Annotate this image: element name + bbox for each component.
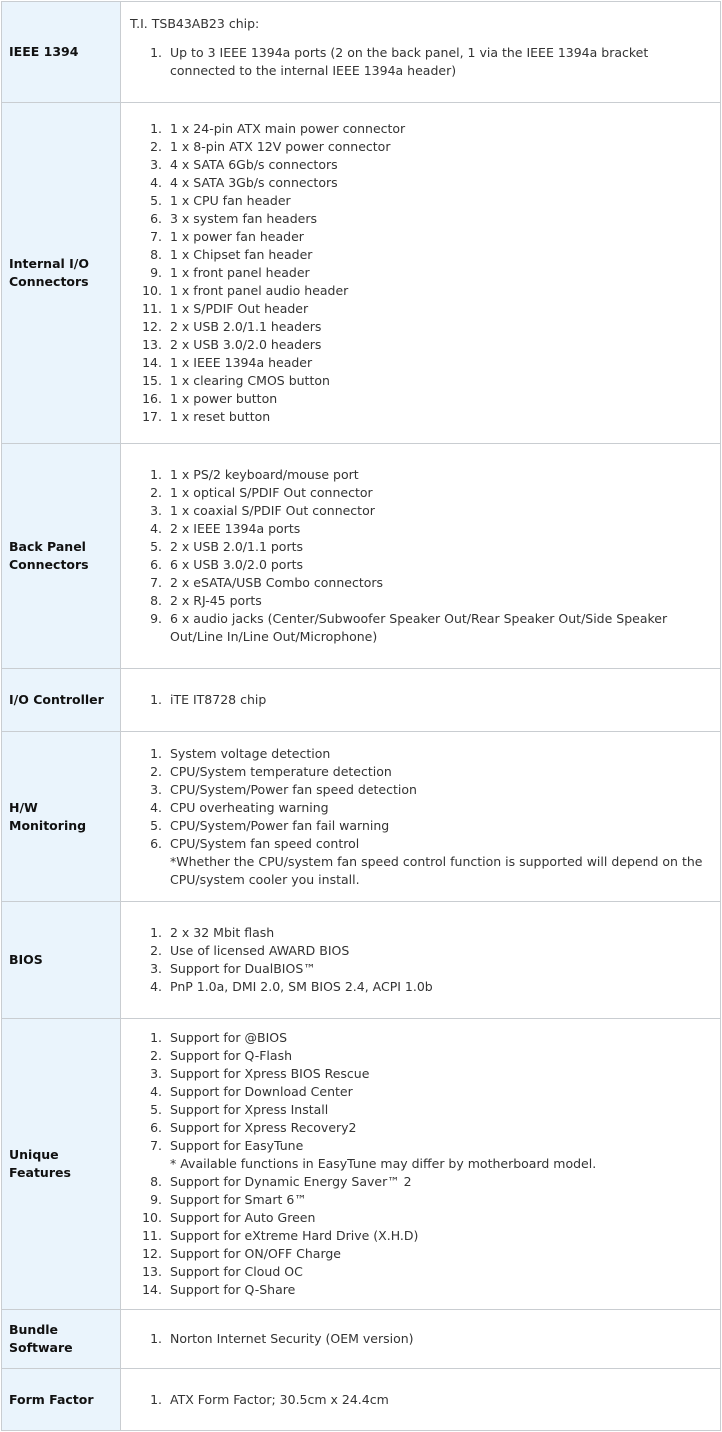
list-number: 9.	[150, 265, 162, 280]
list-item-text: 4 x SATA 3Gb/s connectors	[170, 175, 338, 190]
list-number: 3.	[150, 1066, 162, 1081]
list-item-text: Support for Q-Share	[170, 1282, 296, 1297]
list-number: 1.	[150, 1331, 162, 1346]
list-item-text: CPU/System fan speed control	[170, 835, 360, 851]
list-number: 2.	[150, 1048, 162, 1063]
spec-label: Form Factor	[2, 1369, 121, 1431]
spec-list-item	[130, 691, 710, 709]
specifications-body	[2, 2, 721, 1431]
list-number: 1.	[150, 1030, 162, 1045]
list-item-text: 6 x USB 3.0/2.0 ports	[170, 557, 304, 572]
spec-list-item	[130, 1119, 710, 1137]
list-item-text: 1 x front panel header	[170, 265, 310, 280]
spec-list-item	[130, 1047, 710, 1065]
list-number: 7.	[150, 229, 162, 244]
spec-list-item	[130, 835, 710, 889]
list-number: 5.	[150, 193, 162, 208]
spec-label: Back Panel Connectors	[2, 444, 121, 669]
list-item-text: 1 x power fan header	[170, 229, 304, 244]
spec-list-item	[130, 138, 710, 156]
spec-list	[130, 44, 710, 80]
spec-list-item	[130, 556, 710, 574]
spec-list-item	[130, 246, 710, 264]
list-item-text: 1 x 24-pin ATX main power connector	[170, 121, 406, 136]
list-item-text: ATX Form Factor; 30.5cm x 24.4cm	[170, 1391, 389, 1407]
list-item-text: 4 x SATA 6Gb/s connectors	[170, 157, 338, 172]
list-number: 1.	[150, 692, 162, 707]
list-item-text: System voltage detection	[170, 745, 331, 761]
spec-list	[130, 1391, 710, 1409]
list-item-text: 1 x Chipset fan header	[170, 247, 313, 262]
list-item-text: Support for ON/OFF Charge	[170, 1246, 341, 1261]
list-number: 6.	[150, 835, 162, 851]
specifications-table	[1, 1, 721, 1431]
spec-list-item	[130, 1173, 710, 1191]
spec-list-item	[130, 745, 710, 763]
spec-list-item	[130, 228, 710, 246]
list-item-text: 2 x USB 2.0/1.1 headers	[170, 319, 322, 334]
list-item-text: Support for Xpress BIOS Rescue	[170, 1066, 370, 1081]
list-item-text: 6 x audio jacks (Center/Subwoofer Speaker Out/Rear Speaker Out/Side Speaker Out/Line In/Line Out/Microphone)	[170, 611, 668, 644]
spec-list	[130, 466, 710, 646]
spec-list-item	[130, 592, 710, 610]
spec-list-item	[130, 318, 710, 336]
spec-list-item	[130, 924, 710, 942]
list-item-text: iTE IT8728 chip	[170, 692, 267, 707]
spec-row-ieee-1394	[2, 2, 721, 103]
spec-row-i-o-controller	[2, 669, 721, 732]
spec-value	[121, 1369, 721, 1431]
spec-list	[130, 120, 710, 426]
spec-list-item	[130, 282, 710, 300]
spec-value	[121, 444, 721, 669]
list-number: 6.	[150, 557, 162, 572]
list-item-text: 1 x IEEE 1394a header	[170, 355, 313, 370]
spec-list-item	[130, 574, 710, 592]
list-item-text: Support for @BIOS	[170, 1030, 288, 1045]
list-number: 2.	[150, 485, 162, 500]
list-number: 1.	[150, 467, 162, 482]
spec-row-back-panel-connectors	[2, 444, 721, 669]
spec-list-item	[130, 799, 710, 817]
list-number: 14.	[142, 1282, 162, 1297]
list-number: 3.	[150, 503, 162, 518]
list-number: 3.	[150, 961, 162, 976]
list-item-text: CPU/System/Power fan fail warning	[170, 817, 390, 833]
list-item-text: 2 x IEEE 1394a ports	[170, 521, 301, 536]
list-number: 7.	[150, 1138, 162, 1153]
spec-list-item	[130, 1191, 710, 1209]
list-item-text: 1 x coaxial S/PDIF Out connector	[170, 503, 375, 518]
list-number: 5.	[150, 539, 162, 554]
list-item-text: 2 x 32 Mbit flash	[170, 925, 275, 940]
list-number: 1.	[150, 745, 162, 761]
list-number: 12.	[142, 319, 162, 334]
spec-value	[121, 1019, 721, 1310]
spec-list-item	[130, 942, 710, 960]
list-item-text: 2 x RJ-45 ports	[170, 593, 262, 608]
spec-list-item	[130, 466, 710, 484]
spec-list-item	[130, 44, 710, 80]
list-item-text: 1 x optical S/PDIF Out connector	[170, 485, 373, 500]
list-item-text: Support for Smart 6™	[170, 1192, 307, 1207]
spec-list-item	[130, 1227, 710, 1245]
spec-value	[121, 2, 721, 103]
spec-list-item	[130, 538, 710, 556]
list-item-text: 1 x 8-pin ATX 12V power connector	[170, 139, 391, 154]
list-number: 3.	[150, 781, 162, 797]
spec-list-item	[130, 336, 710, 354]
list-item-text: Support for Cloud OC	[170, 1264, 303, 1279]
list-item-text: Use of licensed AWARD BIOS	[170, 943, 350, 958]
spec-list	[130, 1029, 710, 1299]
spec-intro: T.I. TSB43AB23 chip:	[130, 16, 260, 31]
spec-list-item	[130, 502, 710, 520]
spec-list-item	[130, 1083, 710, 1101]
list-number: 8.	[150, 247, 162, 262]
spec-list	[130, 924, 710, 996]
spec-list-item	[130, 1330, 710, 1348]
spec-list-item	[130, 1209, 710, 1227]
spec-label: IEEE 1394	[2, 2, 121, 103]
list-item-text: Support for Download Center	[170, 1084, 353, 1099]
list-number: 4.	[150, 1084, 162, 1099]
list-number: 1.	[150, 121, 162, 136]
list-number: 11.	[142, 301, 162, 316]
list-item-text: 1 x power button	[170, 391, 278, 406]
list-number: 12.	[142, 1246, 162, 1261]
list-item-text: 1 x clearing CMOS button	[170, 373, 330, 388]
list-number: 5.	[150, 1102, 162, 1117]
list-number: 1.	[150, 1391, 162, 1407]
list-item-text: 2 x eSATA/USB Combo connectors	[170, 575, 384, 590]
list-number: 6.	[150, 1120, 162, 1135]
spec-list-item	[130, 354, 710, 372]
spec-label: Unique Features	[2, 1019, 121, 1310]
spec-label: BIOS	[2, 902, 121, 1019]
list-item-text: Support for Xpress Recovery2	[170, 1120, 357, 1135]
spec-list-item	[130, 390, 710, 408]
list-item-text: Norton Internet Security (OEM version)	[170, 1331, 414, 1346]
spec-list-item	[130, 300, 710, 318]
spec-value	[121, 103, 721, 444]
list-number: 8.	[150, 1174, 162, 1189]
list-number: 2.	[150, 943, 162, 958]
list-item-note: * Available functions in EasyTune may differ by motherboard model.	[170, 1156, 597, 1171]
spec-value	[121, 732, 721, 902]
list-number: 13.	[142, 337, 162, 352]
list-item-text: Support for EasyTune	[170, 1138, 304, 1153]
spec-list-item	[130, 610, 710, 646]
spec-list-item	[130, 781, 710, 799]
spec-list-item	[130, 978, 710, 996]
list-number: 9.	[150, 611, 162, 626]
spec-row-h-w-monitoring	[2, 732, 721, 902]
spec-list-item	[130, 1137, 710, 1173]
list-item-text: 1 x S/PDIF Out header	[170, 301, 309, 316]
list-number: 10.	[142, 1210, 162, 1225]
spec-list	[130, 691, 710, 709]
spec-list-item	[130, 156, 710, 174]
list-number: 9.	[150, 1192, 162, 1207]
list-item-text: 1 x CPU fan header	[170, 193, 291, 208]
list-number: 3.	[150, 157, 162, 172]
spec-list-item	[130, 1391, 710, 1409]
list-item-text: 2 x USB 3.0/2.0 headers	[170, 337, 322, 352]
list-item-text: CPU/System/Power fan speed detection	[170, 781, 417, 797]
list-number: 6.	[150, 211, 162, 226]
list-item-text: 1 x reset button	[170, 409, 271, 424]
list-item-text: Support for eXtreme Hard Drive (X.H.D)	[170, 1228, 419, 1243]
list-number: 5.	[150, 817, 162, 833]
list-number: 8.	[150, 593, 162, 608]
spec-list-item	[130, 1263, 710, 1281]
spec-list-item	[130, 210, 710, 228]
spec-row-form-factor	[2, 1369, 721, 1431]
list-item-text: CPU overheating warning	[170, 799, 329, 815]
spec-list-item	[130, 408, 710, 426]
spec-list-item	[130, 1029, 710, 1047]
spec-value	[121, 1310, 721, 1369]
list-number: 1.	[150, 925, 162, 940]
spec-row-internal-i-o-connectors	[2, 103, 721, 444]
spec-list-item	[130, 1101, 710, 1119]
spec-list	[130, 1330, 710, 1348]
spec-label: H/W Monitoring	[2, 732, 121, 902]
list-number: 4.	[150, 799, 162, 815]
list-item-text: Support for Q-Flash	[170, 1048, 293, 1063]
spec-row-bundle-software	[2, 1310, 721, 1369]
list-item-text: 1 x front panel audio header	[170, 283, 349, 298]
list-item-text: Support for Auto Green	[170, 1210, 316, 1225]
list-number: 2.	[150, 763, 162, 779]
spec-list-item	[130, 120, 710, 138]
list-number: 14.	[142, 355, 162, 370]
spec-list-item	[130, 960, 710, 978]
list-number: 2.	[150, 139, 162, 154]
list-number: 4.	[150, 175, 162, 190]
list-number: 10.	[142, 283, 162, 298]
list-item-text: PnP 1.0a, DMI 2.0, SM BIOS 2.4, ACPI 1.0b	[170, 979, 433, 994]
spec-list-item	[130, 763, 710, 781]
spec-row-unique-features	[2, 1019, 721, 1310]
spec-list-item	[130, 817, 710, 835]
list-item-text: 3 x system fan headers	[170, 211, 317, 226]
list-number: 16.	[142, 391, 162, 406]
spec-label: Bundle Software	[2, 1310, 121, 1369]
spec-label: I/O Controller	[2, 669, 121, 732]
spec-list-item	[130, 372, 710, 390]
spec-list	[130, 745, 710, 889]
spec-list-item	[130, 1245, 710, 1263]
spec-list-item	[130, 264, 710, 282]
list-number: 13.	[142, 1264, 162, 1279]
list-item-text: 1 x PS/2 keyboard/mouse port	[170, 467, 359, 482]
list-number: 11.	[142, 1228, 162, 1243]
spec-row-bios	[2, 902, 721, 1019]
list-number: 4.	[150, 979, 162, 994]
list-number: 17.	[142, 409, 162, 424]
list-item-text: 2 x USB 2.0/1.1 ports	[170, 539, 304, 554]
list-item-text: Support for Xpress Install	[170, 1102, 329, 1117]
list-number: 4.	[150, 521, 162, 536]
list-item-text: Up to 3 IEEE 1394a ports (2 on the back panel, 1 via the IEEE 1394a bracket connected to the internal IEEE 1394a header)	[170, 45, 649, 78]
spec-list-item	[130, 1065, 710, 1083]
spec-label: Internal I/O Connectors	[2, 103, 121, 444]
spec-list-item	[130, 192, 710, 210]
list-number: 7.	[150, 575, 162, 590]
list-number: 1.	[150, 45, 162, 60]
spec-value	[121, 902, 721, 1019]
list-number: 15.	[142, 373, 162, 388]
list-item-text: Support for Dynamic Energy Saver™ 2	[170, 1174, 412, 1189]
spec-list-item	[130, 174, 710, 192]
spec-list-item	[130, 520, 710, 538]
list-item-text: CPU/System temperature detection	[170, 763, 392, 779]
list-item-note: *Whether the CPU/system fan speed control function is supported will depend on the CPU/system cooler you install.	[170, 853, 703, 887]
list-item-text: Support for DualBIOS™	[170, 961, 316, 976]
spec-value	[121, 669, 721, 732]
spec-list-item	[130, 1281, 710, 1299]
spec-list-item	[130, 484, 710, 502]
